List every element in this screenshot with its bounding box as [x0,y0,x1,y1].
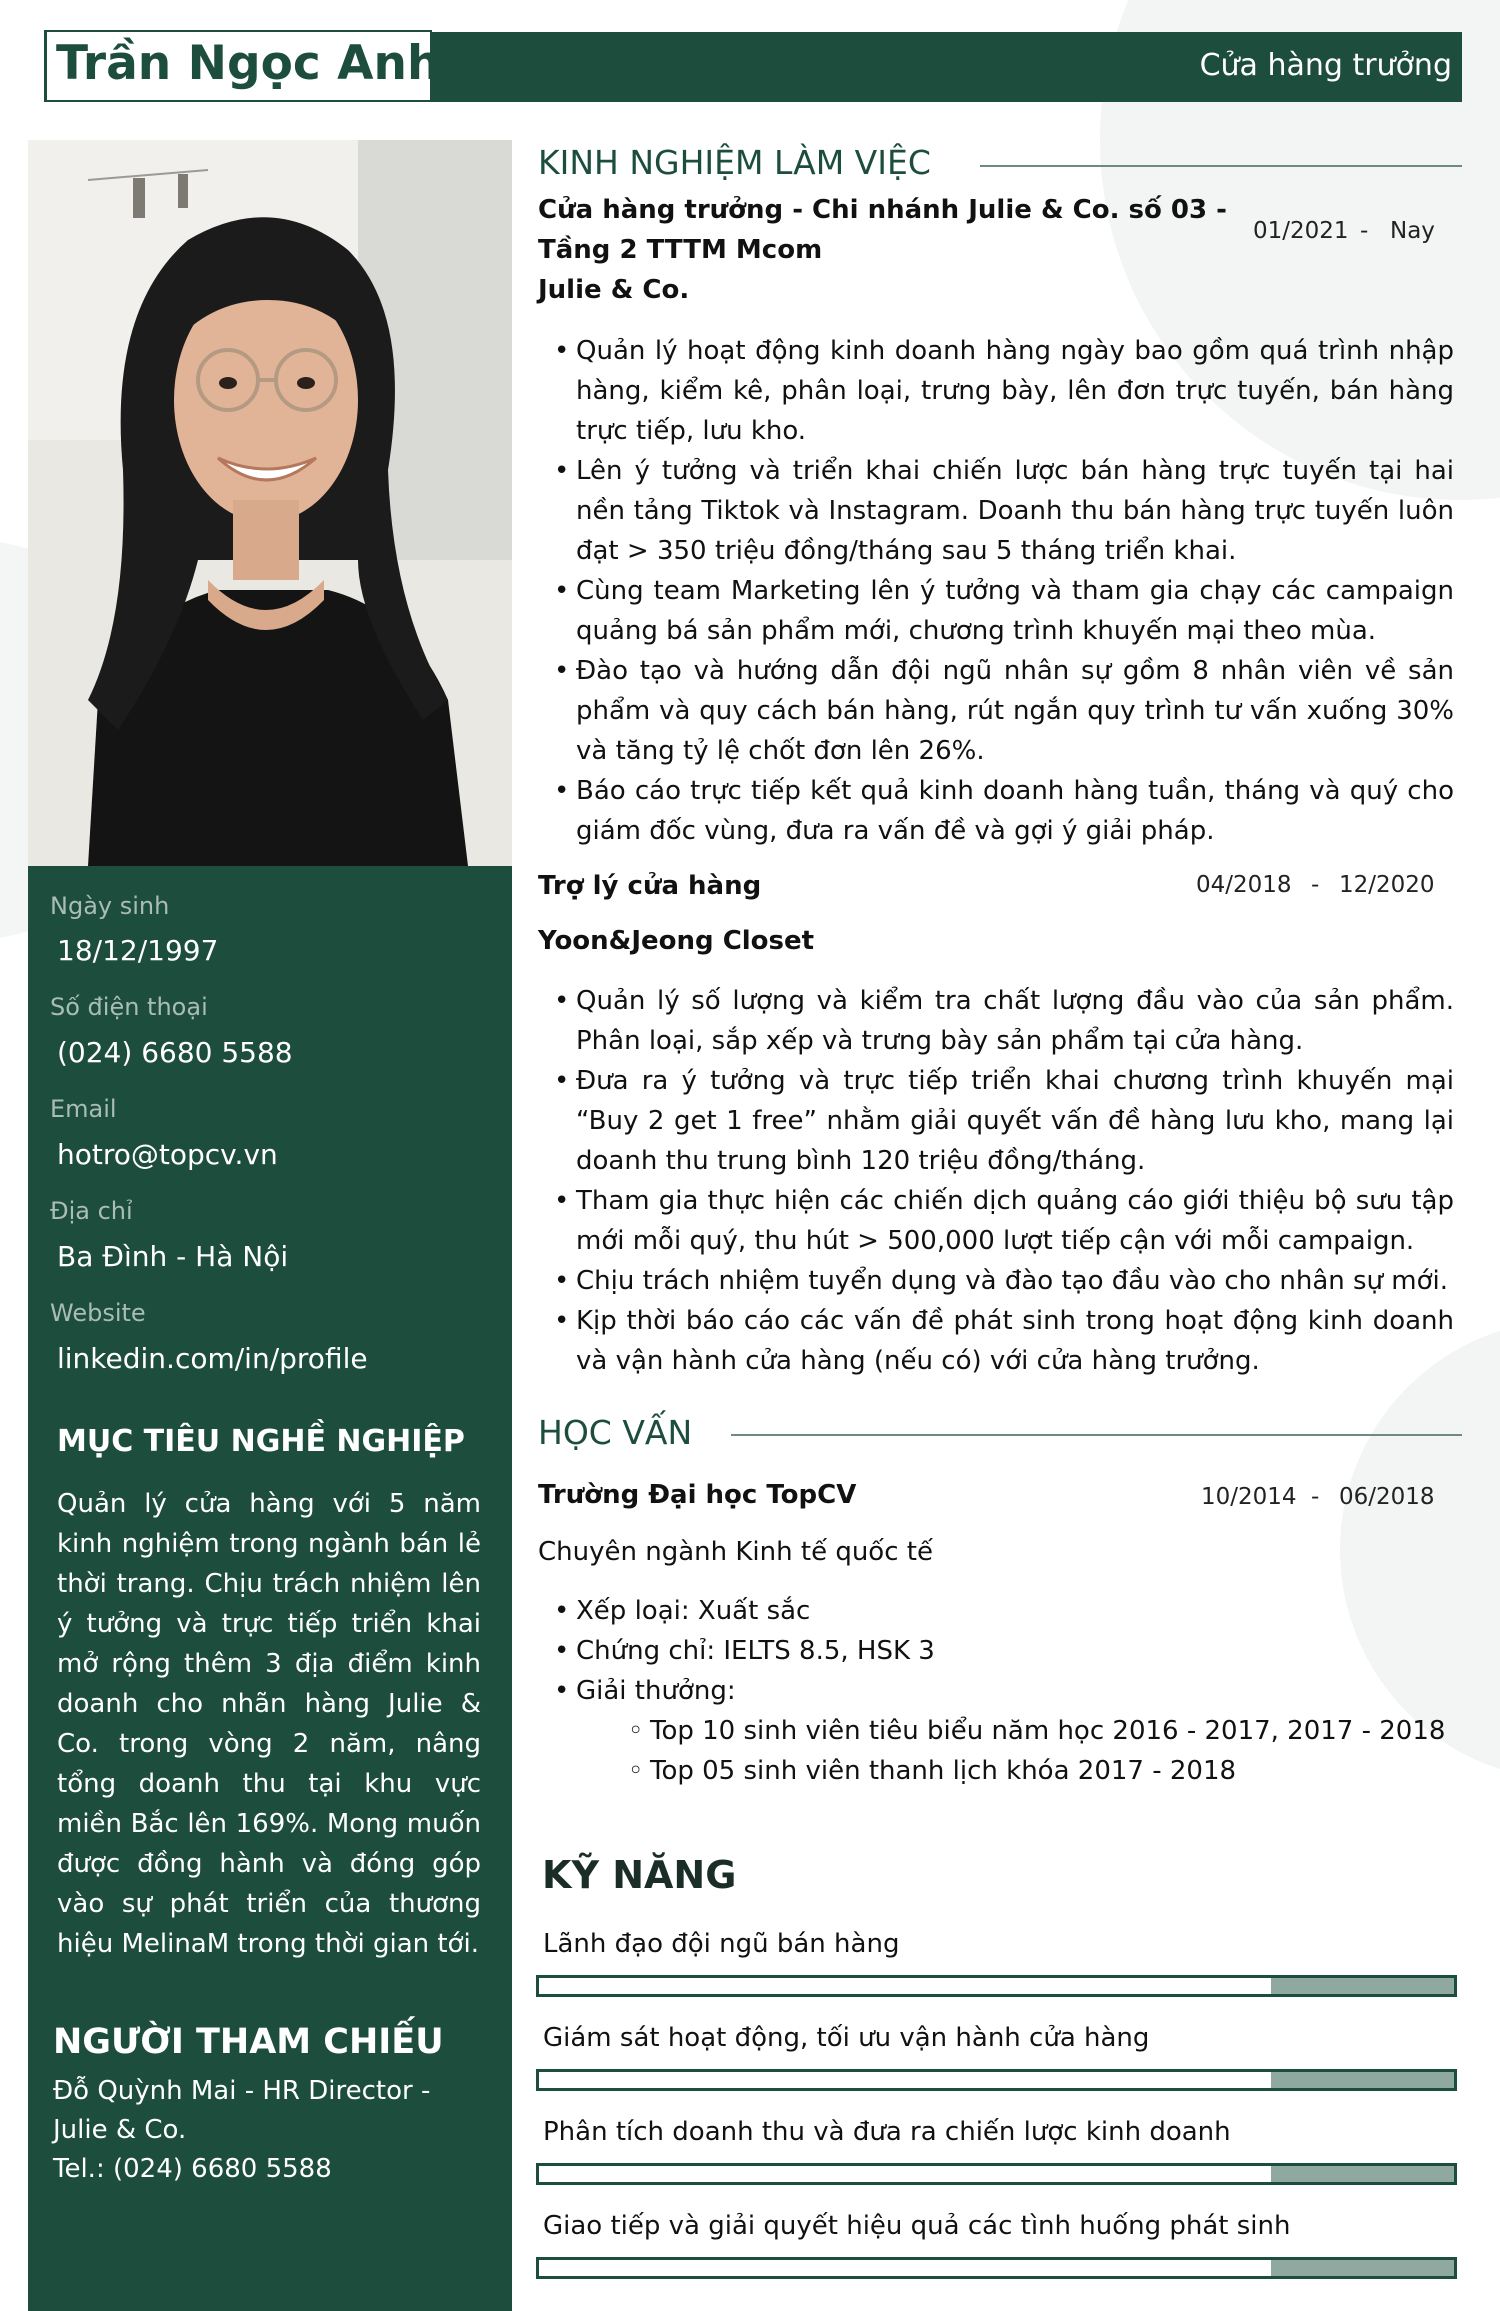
list-item: ◦ Top 10 sinh viên tiêu biểu năm học 2016 - 2017, 2017 - 2018 [628,1711,1445,1751]
list-item: • Quản lý số lượng và kiểm tra chất lượng đầu vào của sản phẩm. Phân loại, sắp xếp và trưng bày sản phẩm tại cửa hàng. [552,981,1454,1061]
skill-name: Lãnh đạo đội ngũ bán hàng [543,1929,900,1959]
list-item: • Quản lý hoạt động kinh doanh hàng ngày bao gồm quá trình nhập hàng, kiểm kê, phân loại, trưng bày, lên đơn trực tuyến, bán hàng trực tiếp, lưu kho. [552,331,1454,451]
website-label: Website [50,1299,146,1327]
skill-bar-remainder [1271,2072,1454,2088]
job-date-separator: - [1360,218,1369,244]
experience-heading: KINH NGHIỆM LÀM VIỆC [538,143,931,182]
phone-value: (024) 6680 5588 [57,1036,293,1069]
list-item: • Đào tạo và hướng dẫn đội ngũ nhân sự gồm 8 nhân viên về sản phẩm và quy cách bán hàng, rút ngắn quy trình tư vấn xuống 30% và tăng tỷ lệ chốt đơn lên 26%. [552,651,1454,771]
skill-bar-remainder [1271,1978,1454,1994]
phone-label: Số điện thoại [50,993,208,1021]
address-value: Ba Đình - Hà Nội [57,1240,289,1273]
candidate-name: Trần Ngọc Anh [56,36,441,91]
reference-heading: NGƯỜI THAM CHIẾU [53,2022,444,2062]
skill-level-bar [536,1975,1457,1997]
portrait-illustration [28,140,512,866]
list-item: • Tham gia thực hiện các chiến dịch quảng cáo giới thiệu bộ sưu tập mới mỗi quý, thu hút > 500,000 lượt tiếp cận với mỗi campaign. [552,1181,1454,1261]
profile-photo [28,140,512,866]
section-divider [731,1434,1462,1436]
education-details [552,1591,1252,1711]
job-responsibilities [552,981,1454,1381]
skill-level-bar [536,2069,1457,2091]
list-item: • Cùng team Marketing lên ý tưởng và tham gia chạy các campaign quảng bá sản phẩm mới, chương trình khuyến mại theo mùa. [552,571,1454,651]
birthdate-label: Ngày sinh [50,892,170,920]
awards-list [628,1711,1445,1791]
reference-details [53,2072,473,2189]
job-date-separator: - [1311,872,1320,898]
list-item: • Giải thưởng: [552,1671,1252,1711]
education-date-from: 10/2014 [1201,1484,1297,1510]
job-date-to: 12/2020 [1339,872,1435,898]
list-item: • Đưa ra ý tưởng và trực tiếp triển khai chương trình khuyến mại “Buy 2 get 1 free” nhằm giải quyết vấn đề hàng lưu kho, mang lại doanh thu trung bình 120 triệu đồng/tháng. [552,1061,1454,1181]
job-responsibilities [552,331,1454,851]
skill-level-bar [536,2257,1457,2279]
job-date-to: Nay [1390,218,1435,244]
website-value[interactable]: linkedin.com/in/profile [57,1342,368,1375]
email-value[interactable]: hotro@topcv.vn [57,1138,278,1171]
skills-heading: KỸ NĂNG [542,1853,737,1897]
reference-line: Tel.: (024) 6680 5588 [53,2154,332,2184]
company-name: Julie & Co. [538,275,690,305]
education-date-separator: - [1311,1484,1320,1510]
address-label: Địa chỉ [50,1197,133,1225]
skill-bar-remainder [1271,2166,1454,2182]
birthdate-value: 18/12/1997 [57,934,219,967]
major: Chuyên ngành Kinh tế quốc tế [538,1537,933,1567]
skill-bar-remainder [1271,2260,1454,2276]
reference-line: Đỗ Quỳnh Mai - HR Director - [53,2076,431,2106]
skill-name: Giám sát hoạt động, tối ưu vận hành cửa hàng [543,2023,1150,2053]
education-date-to: 06/2018 [1339,1484,1435,1510]
section-divider [980,165,1462,167]
skill-name: Giao tiếp và giải quyết hiệu quả các tình huống phát sinh [543,2211,1291,2241]
list-item: • Chịu trách nhiệm tuyển dụng và đào tạo đầu vào cho nhân sự mới. [552,1261,1454,1301]
job-date-from: 04/2018 [1196,872,1292,898]
list-item: • Kịp thời báo cáo các vấn đề phát sinh trong hoạt động kinh doanh và vận hành cửa hàng (nếu có) với cửa hàng trưởng. [552,1301,1454,1381]
job-date-from: 01/2021 [1253,218,1349,244]
skill-level-bar [536,2163,1457,2185]
list-item: • Chứng chỉ: IELTS 8.5, HSK 3 [552,1631,1252,1671]
job-title-line: Cửa hàng trưởng - Chi nhánh Julie & Co. số 03 - [538,195,1227,225]
list-item: • Lên ý tưởng và triển khai chiến lược bán hàng trực tuyến tại hai nền tảng Tiktok và Instagram. Doanh thu bán hàng trực tuyến luôn đạt > 350 triệu đồng/tháng sau 5 tháng triển khai. [552,451,1454,571]
job-title: Trợ lý cửa hàng [538,871,762,901]
list-item: • Báo cáo trực tiếp kết quả kinh doanh hàng tuần, tháng và quý cho giám đốc vùng, đưa ra vấn đề và gợi ý giải pháp. [552,771,1454,851]
education-heading: HỌC VẤN [538,1413,693,1452]
school-name: Trường Đại học TopCV [538,1480,857,1510]
list-item: ◦ Top 05 sinh viên thanh lịch khóa 2017 - 2018 [628,1751,1445,1791]
list-item: • Xếp loại: Xuất sắc [552,1591,1252,1631]
email-label: Email [50,1095,117,1123]
reference-line: Julie & Co. [53,2115,187,2145]
candidate-role: Cửa hàng trưởng [1199,48,1452,83]
skill-name: Phân tích doanh thu và đưa ra chiến lược kinh doanh [543,2117,1231,2147]
company-name: Yoon&Jeong Closet [538,926,815,956]
objective-text: Quản lý cửa hàng với 5 năm kinh nghiệm trong ngành bán lẻ thời trang. Chịu trách nhiệm lên ý tưởng và trực tiếp triển khai mở rộng thêm 3 địa điểm kinh doanh cho nhãn hàng Julie & Co. trong vòng 2 năm, nâng tổng doanh thu tại khu vực miền Bắc lên 169%. Mong muốn được đồng hành và đóng góp vào sự phát triển của thương hiệu MelinaM trong thời gian tới. [57,1489,481,1959]
job-title [538,190,1227,270]
job-title-line: Tầng 2 TTTM Mcom [538,235,823,265]
objective-heading: MỤC TIÊU NGHỀ NGHIỆP [57,1424,465,1459]
